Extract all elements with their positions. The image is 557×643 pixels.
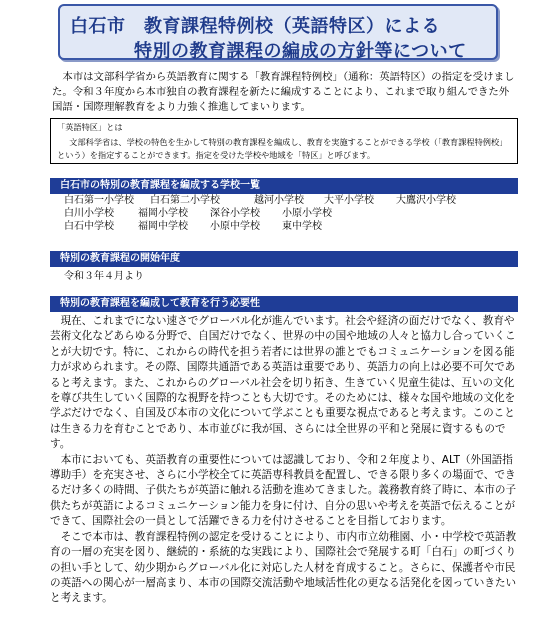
- body-paragraph: 現在、これまでにない速さでグローバル化が進んでいます。社会や経済の面だけでなく、教育や芸術文化などあらゆる分野で、自国だけでなく、世界の中の国や地域の人々と協力し合っていくことが大切です。特に、これからの時代を担う若者には世界の誰とでもコミュニケーションを図る能力が求められます。その際、国際共通語である英語は重要であり、英語力の向上は必要不可欠であると考えます。また、これからのグローバル社会を切り拓き、生きていく児童生徒は、互いの文化を尊び共生していく国際的な視野を持つことも大切です。そのためには、様々な国や地域の文化を学ぶだけでなく、自国及び本市の文化について学ぶことも重要な視点であると考えます。このことは生きる力を育むことであり、本市並びに我が国、さらには全世界の平和と発展に資するものです。: [50, 315, 516, 451]
- page-title-line1: 白石市 教育課程特例校（英語特区）による: [70, 16, 440, 37]
- body-paragraph: 本市においても、英語教育の重要性については認識しており、令和２年度より、ALT（外国語指導助手）を充実させ、さらに小学校全てに英語専科教員を配置し、できる限り多くの場面で、できるだけ多くの時間、子供たちが英語に触れる活動を進めてきました。義務教育終了時に、本市の子供たちが英語によるコミュニケーション能力を身に付け、自分の思いや考えを英語で伝えることができて、国際社会の一員として活躍できる力を付けさせることを目指しております。: [50, 453, 517, 528]
- school-name: 深谷小学校: [210, 208, 260, 219]
- school-name: 福岡小学校: [138, 208, 188, 219]
- school-name: 福岡中学校: [138, 221, 188, 232]
- school-name: 越河小学校: [254, 195, 304, 206]
- body-paragraph: そこで本市は、教育課程特例の認定を受けることにより、市内市立幼稚園、小・中学校で英語教育の一層の充実を図り、継続的・系統的な実践により、国際社会で発展する町「白石」の町づくりの担い手として、幼少期からグローバル化に対応した人材を育成すること。さらに、保護者や市民の英語への関心が一層高まり、本市の国際交流活動や地域活性化の更なる活発化を図っていきたいと考えます。: [50, 530, 517, 605]
- definition-title: 「英語特区」とは: [57, 122, 123, 132]
- school-name: 東中学校: [282, 221, 322, 232]
- section-heading-schools: 白石市の特別の教育課程を編成する学校一覧: [50, 178, 518, 194]
- intro-text: 本市は文部科学省から英語教育に関する「教育課程特例校」（通称：英語特区）の指定を受けました。令和３年度から本市独自の教育課程を新たに編成することにより、これまで取り組んできた外国語・国際理解教育をより力強く推進してまいります。: [52, 71, 515, 113]
- school-name: 大鷹沢小学校: [396, 195, 456, 206]
- school-name: 白石中学校: [64, 221, 114, 232]
- definition-text: 文部科学省は、学校の特色を生かして特別の教育課程を編成し、教育を実施することができる学校（「教育課程特例校」という）を指定することができます。指定を受けた学校や地域を「特区」と呼びます。: [57, 137, 508, 160]
- section-heading-start-year: 特別の教育課程の開始年度: [50, 251, 518, 267]
- school-name: 白川小学校: [64, 208, 114, 219]
- school-name: 小原中学校: [210, 221, 260, 232]
- start-year-text: 令和３年４月より: [64, 271, 144, 282]
- title-box: [58, 4, 498, 60]
- section-heading-necessity: 特別の教育課程を編成して教育を行う必要性: [50, 296, 518, 312]
- school-name: 大平小学校: [324, 195, 374, 206]
- school-name: 小原小学校: [282, 208, 332, 219]
- school-name: 白石第一小学校: [64, 195, 134, 206]
- necessity-body: [50, 314, 520, 607]
- definition-box: [50, 118, 518, 164]
- page-title-line2: 特別の教育課程の編成の方針等について: [134, 41, 467, 62]
- intro-paragraph: [52, 70, 518, 115]
- school-name: 白石第二小学校: [150, 195, 220, 206]
